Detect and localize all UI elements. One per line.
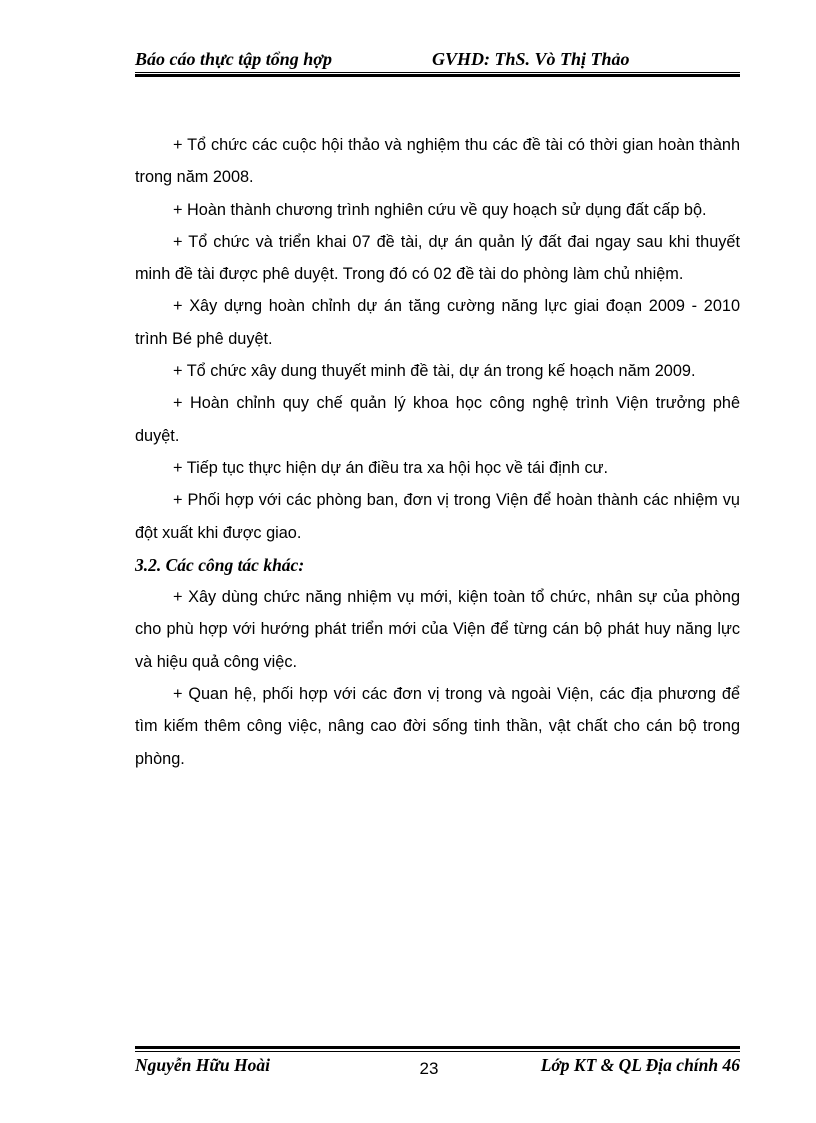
paragraph: + Quan hệ, phối hợp với các đơn vị trong và ngoài Viện, các địa phương để tìm kiếm thêm công việc, nâng cao đời sống tinh thần, vật chất cho cán bộ trong phòng.	[135, 685, 740, 768]
footer-rule-thin	[135, 1051, 740, 1052]
paragraph: + Tổ chức xây dung thuyết minh đề tài, dự án trong kế hoạch năm 2009.	[173, 362, 696, 381]
footer-rule-thick	[135, 1046, 740, 1049]
class-name: Lớp KT & QL Địa chính 46	[540, 1055, 740, 1075]
header-rule-thick	[135, 74, 740, 77]
supervisor-name: GVHD: ThS. Vò Thị Thảo	[432, 49, 630, 69]
report-title: Báo cáo thực tập tổng hợp	[135, 49, 332, 69]
paragraph: + Tổ chức và triển khai 07 đề tài, dự án quản lý đất đai ngay sau khi thuyết minh đề tài được phê duyệt. Trong đó có 02 đề tài do phòng làm chủ nhiệm.	[135, 232, 740, 284]
page-number: 23	[419, 1059, 439, 1078]
paragraph: + Hoàn thành chương trình nghiên cứu về quy hoạch sử dụng đất cấp bộ.	[173, 200, 707, 219]
paragraph: + Phối hợp với các phòng ban, đơn vị trong Viện để hoàn thành các nhiệm vụ đột xuất khi được giao.	[135, 491, 740, 542]
paragraph: + Tổ chức các cuộc hội thảo và nghiệm thu các đề tài có thời gian hoàn thành trong năm 2008.	[135, 136, 740, 187]
author-name: Nguyễn Hữu Hoài	[135, 1055, 270, 1075]
paragraph: + Tiếp tục thực hiện dự án điều tra xa hội học về tái định cư.	[173, 458, 609, 477]
body-text	[135, 129, 740, 775]
page-header	[135, 47, 740, 71]
header-rule-thin	[135, 72, 740, 73]
section-heading: 3.2. Các công tác khác:	[135, 554, 305, 575]
paragraph: + Xây dựng hoàn chỉnh dự án tăng cường năng lực giai đoạn 2009 - 2010 trình Bé phê duyệt.	[135, 297, 740, 348]
paragraph: + Hoàn chỉnh quy chế quản lý khoa học công nghệ trình Viện trưởng phê duyệt.	[135, 394, 740, 445]
paragraph: + Xây dùng chức năng nhiệm vụ mới, kiện toàn tổ chức, nhân sự của phòng cho phù hợp với hướng phát triển mới của Viện để từng cán bộ phát huy năng lực và hiệu quả công việc.	[135, 588, 740, 671]
